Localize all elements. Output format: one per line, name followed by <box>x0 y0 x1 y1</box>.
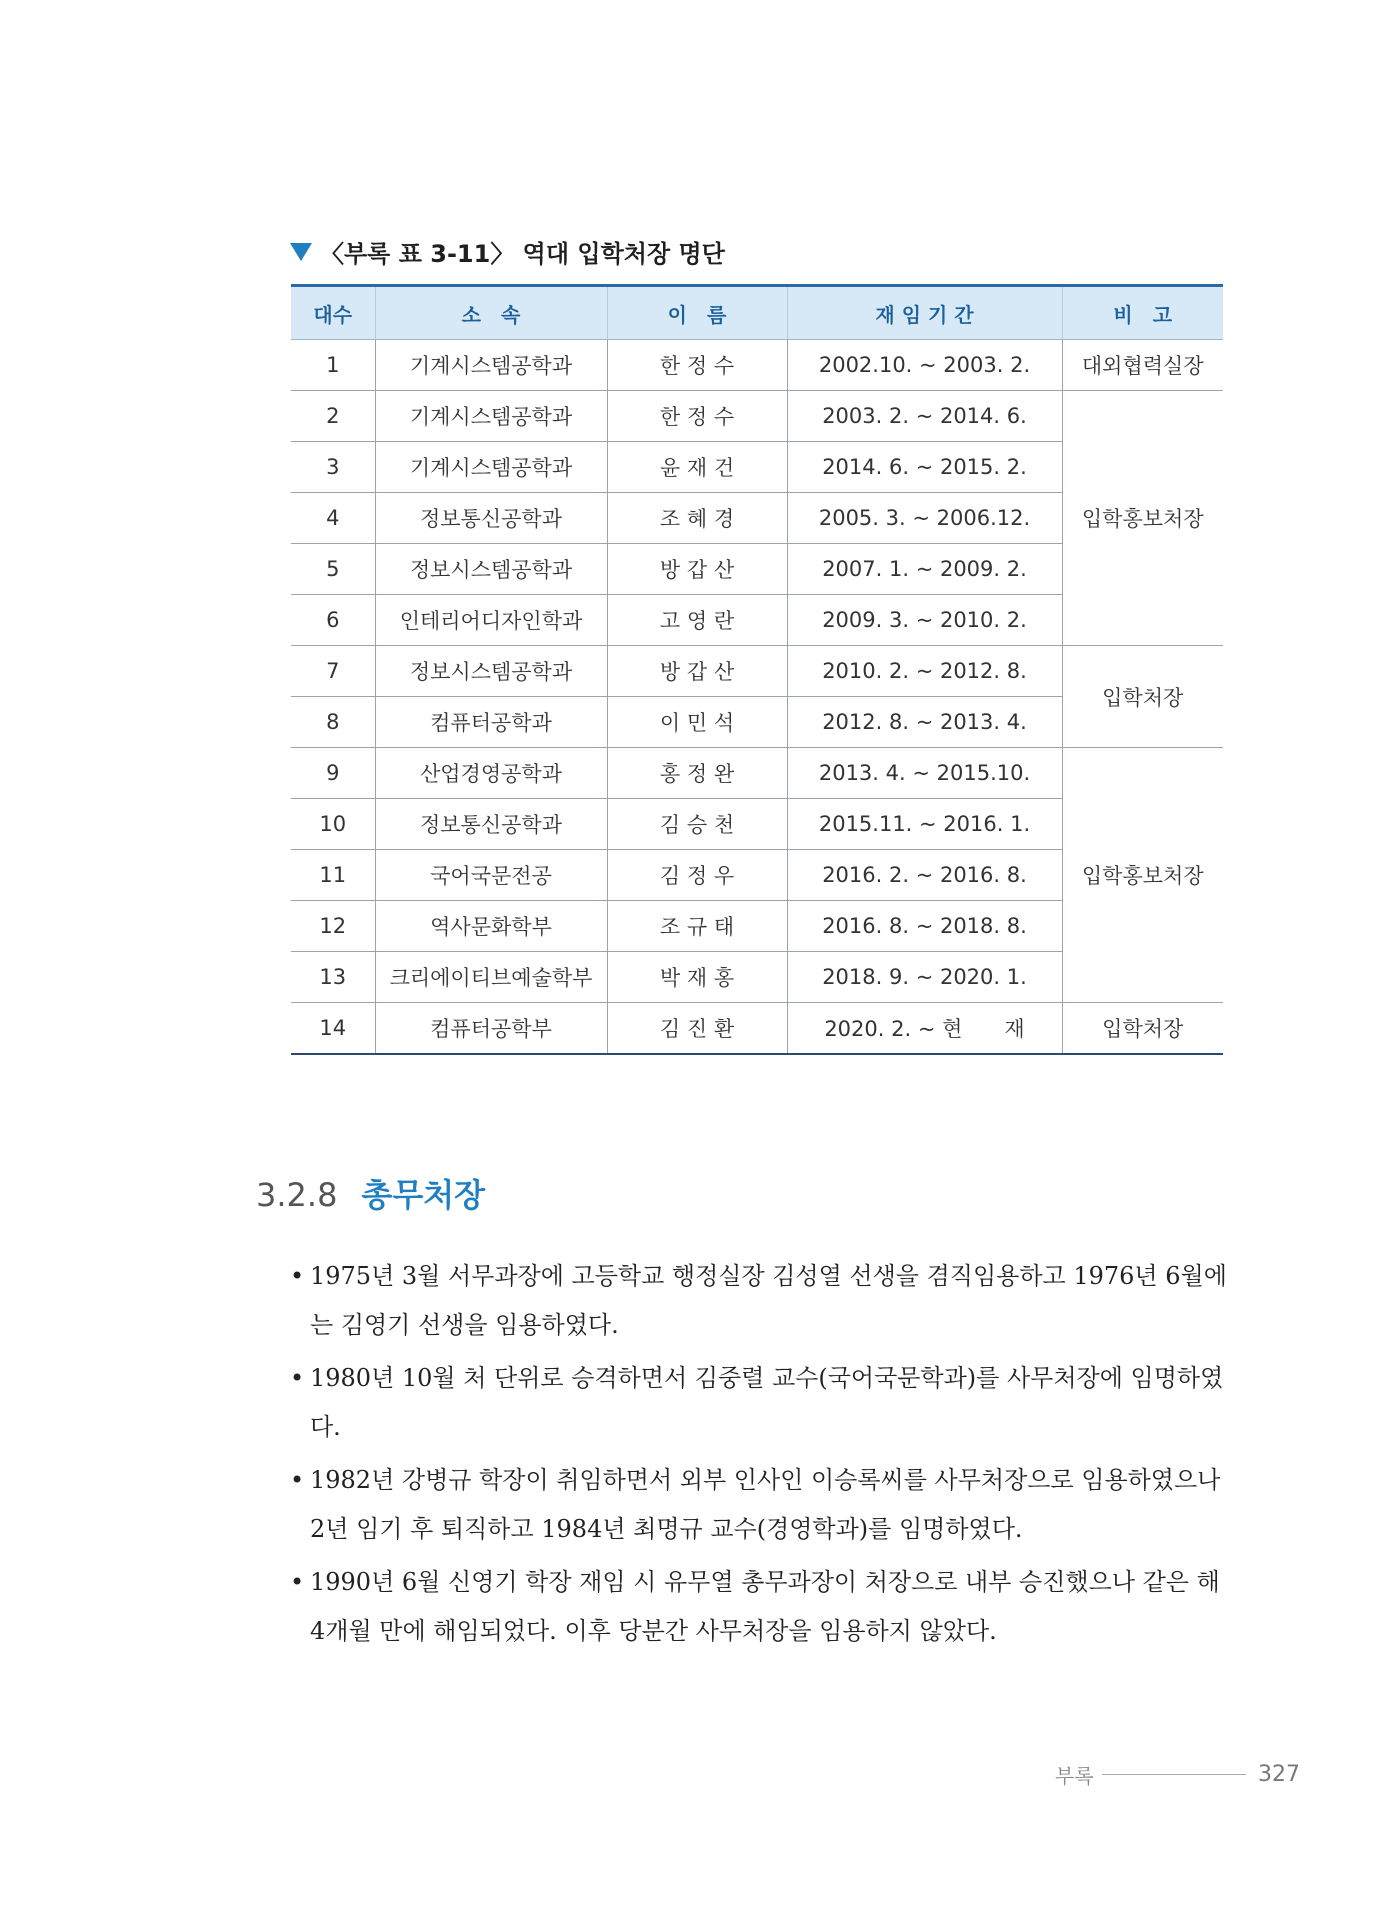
cell-no: 3 <box>291 442 375 493</box>
cell-dept: 정보시스템공학과 <box>375 646 607 697</box>
cell-no: 6 <box>291 595 375 646</box>
section-body <box>290 1252 1230 1660</box>
page-footer <box>1055 1760 1300 1789</box>
cell-name: 방 갑 산 <box>607 544 787 595</box>
cell-period: 2012. 8. ~ 2013. 4. <box>787 697 1062 748</box>
cell-no: 4 <box>291 493 375 544</box>
header-period: 재 임 기 간 <box>787 286 1062 340</box>
cell-period: 2015.11. ~ 2016. 1. <box>787 799 1062 850</box>
cell-period: 2009. 3. ~ 2010. 2. <box>787 595 1062 646</box>
section-heading <box>256 1170 485 1216</box>
cell-no: 9 <box>291 748 375 799</box>
cell-dept: 정보통신공학과 <box>375 493 607 544</box>
cell-no: 10 <box>291 799 375 850</box>
cell-name: 김 진 환 <box>607 1003 787 1055</box>
table-row <box>291 748 1223 799</box>
table-header-row <box>291 286 1223 340</box>
section-title: 총무처장 <box>361 1176 486 1214</box>
cell-no: 13 <box>291 952 375 1003</box>
table-row <box>291 646 1223 697</box>
cell-dept: 역사문화학부 <box>375 901 607 952</box>
cell-name: 한 정 수 <box>607 340 787 391</box>
cell-dept: 컴퓨터공학과 <box>375 697 607 748</box>
cell-period: 2016. 8. ~ 2018. 8. <box>787 901 1062 952</box>
cell-name: 조 규 태 <box>607 901 787 952</box>
cell-name: 김 정 우 <box>607 850 787 901</box>
cell-dept: 크리에이티브예술학부 <box>375 952 607 1003</box>
cell-period: 2013. 4. ~ 2015.10. <box>787 748 1062 799</box>
header-note: 비 고 <box>1062 286 1223 340</box>
cell-period: 2018. 9. ~ 2020. 1. <box>787 952 1062 1003</box>
header-name: 이 름 <box>607 286 787 340</box>
cell-no: 14 <box>291 1003 375 1055</box>
admissions-director-table <box>291 284 1223 1055</box>
header-no: 대수 <box>291 286 375 340</box>
cell-name: 방 갑 산 <box>607 646 787 697</box>
cell-name: 김 승 천 <box>607 799 787 850</box>
cell-dept: 산업경영공학과 <box>375 748 607 799</box>
cell-no: 12 <box>291 901 375 952</box>
cell-period: 2010. 2. ~ 2012. 8. <box>787 646 1062 697</box>
paragraph-text: 1990년 6월 신영기 학장 재임 시 유무열 총무과장이 처장으로 내부 승진했으나 같은 해 4개월 만에 해임되었다. 이후 당분간 사무처장을 임용하지 않았다. <box>310 1568 1220 1645</box>
bullet-icon: • <box>290 1262 305 1290</box>
cell-dept: 정보시스템공학과 <box>375 544 607 595</box>
cell-dept: 정보통신공학과 <box>375 799 607 850</box>
bullet-paragraph <box>290 1558 1230 1656</box>
cell-dept: 기계시스템공학과 <box>375 391 607 442</box>
cell-note: 대외협력실장 <box>1062 340 1223 391</box>
cell-dept: 기계시스템공학과 <box>375 340 607 391</box>
cell-period: 2002.10. ~ 2003. 2. <box>787 340 1062 391</box>
page-number: 327 <box>1258 1762 1300 1787</box>
cell-period: 2016. 2. ~ 2016. 8. <box>787 850 1062 901</box>
table-caption <box>290 234 725 269</box>
footer-label: 부록 <box>1055 1764 1094 1788</box>
triangle-down-icon <box>290 243 312 261</box>
table-row <box>291 1003 1223 1055</box>
paragraph-text: 1980년 10월 처 단위로 승격하면서 김중렬 교수(국어국문학과)를 사무처장에 임명하였다. <box>310 1364 1224 1441</box>
cell-no: 8 <box>291 697 375 748</box>
bullet-icon: • <box>290 1364 305 1392</box>
table-row <box>291 340 1223 391</box>
cell-name: 한 정 수 <box>607 391 787 442</box>
cell-dept: 기계시스템공학과 <box>375 442 607 493</box>
cell-period: 2003. 2. ~ 2014. 6. <box>787 391 1062 442</box>
bullet-icon: • <box>290 1568 305 1596</box>
section-number: 3.2.8 <box>256 1176 338 1214</box>
cell-dept: 컴퓨터공학부 <box>375 1003 607 1055</box>
cell-dept: 인테리어디자인학과 <box>375 595 607 646</box>
cell-note: 입학홍보처장 <box>1062 748 1223 1003</box>
cell-name: 윤 재 건 <box>607 442 787 493</box>
cell-note: 입학홍보처장 <box>1062 391 1223 646</box>
cell-name: 박 재 홍 <box>607 952 787 1003</box>
cell-period: 2007. 1. ~ 2009. 2. <box>787 544 1062 595</box>
table-row <box>291 391 1223 442</box>
paragraph-text: 1982년 강병규 학장이 취임하면서 외부 인사인 이승록씨를 사무처장으로 임용하였으나 2년 임기 후 퇴직하고 1984년 최명규 교수(경영학과)를 임명하였다. <box>310 1466 1221 1543</box>
bullet-paragraph <box>290 1456 1230 1554</box>
bullet-paragraph <box>290 1252 1230 1350</box>
cell-name: 이 민 석 <box>607 697 787 748</box>
cell-no: 7 <box>291 646 375 697</box>
cell-no: 1 <box>291 340 375 391</box>
cell-name: 조 혜 경 <box>607 493 787 544</box>
cell-period: 2005. 3. ~ 2006.12. <box>787 493 1062 544</box>
paragraph-text: 1975년 3월 서무과장에 고등학교 행정실장 김성열 선생을 겸직임용하고 1976년 6월에는 김영기 선생을 임용하였다. <box>310 1262 1227 1339</box>
cell-no: 11 <box>291 850 375 901</box>
footer-rule <box>1102 1774 1246 1775</box>
cell-note: 입학처장 <box>1062 1003 1223 1055</box>
cell-period: 2020. 2. ~ 현 재 <box>787 1003 1062 1055</box>
cell-period: 2014. 6. ~ 2015. 2. <box>787 442 1062 493</box>
cell-name: 고 영 란 <box>607 595 787 646</box>
cell-dept: 국어국문전공 <box>375 850 607 901</box>
cell-name: 홍 정 완 <box>607 748 787 799</box>
bullet-paragraph <box>290 1354 1230 1452</box>
cell-note: 입학처장 <box>1062 646 1223 748</box>
header-dept: 소 속 <box>375 286 607 340</box>
cell-no: 5 <box>291 544 375 595</box>
caption-text: 〈부록 표 3-11〉 역대 입학처장 명단 <box>320 240 725 268</box>
bullet-icon: • <box>290 1466 305 1494</box>
cell-no: 2 <box>291 391 375 442</box>
